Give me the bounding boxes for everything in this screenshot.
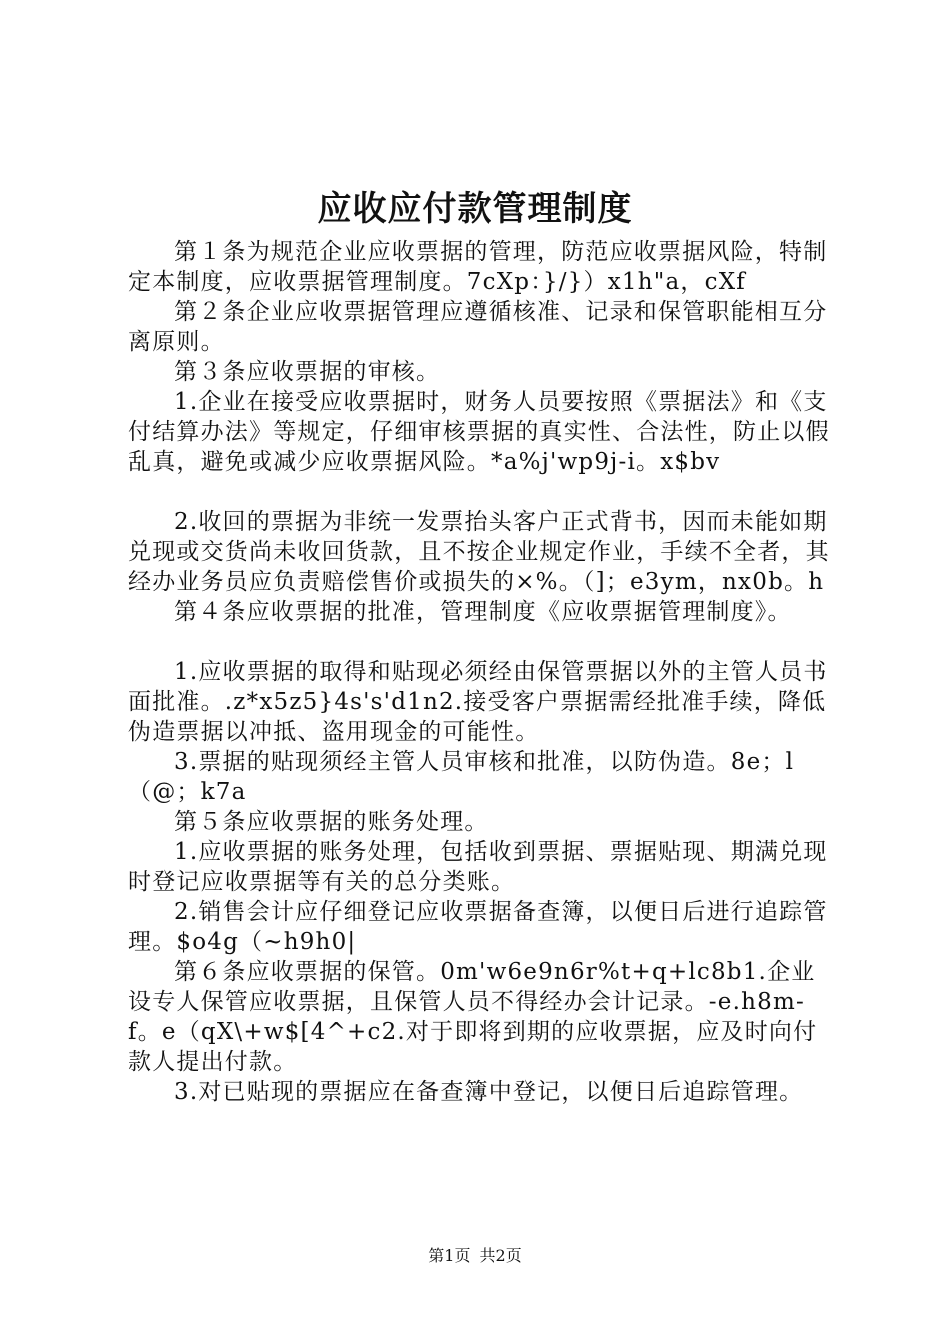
- page-footer: [0, 1245, 950, 1267]
- paragraph-article-3-item-2: 2.收回的票据为非统一发票抬头客户正式背书，因而未能如期兑现或交货尚未收回货款，且不按企业规定作业，手续不全者，其经办业务员应负责赔偿售价或损失的×%。（]；e3ym，nx0b。h: [128, 509, 830, 595]
- paragraph-article-5-item-2: 2.销售会计应仔细登记应收票据备查簿，以便日后进行追踪管理。$o4g（~h9h0|: [128, 899, 828, 955]
- document-title: 应收应付款管理制度: [317, 189, 633, 229]
- paragraph-article-3-item-1: 1.企业在接受应收票据时，财务人员要按照《票据法》和《支付结算办法》等规定，仔细审核票据的真实性、合法性，防止以假乱真，避免或减少应收票据风险。*a%j'wp9j-i。x$bv: [128, 389, 830, 475]
- document-body: [128, 237, 832, 1107]
- paragraph-article-2: 第２条企业应收票据管理应遵循核准、记录和保管职能相互分离原则。: [128, 299, 828, 355]
- paragraph-article-1: 第１条为规范企业应收票据的管理，防范应收票据风险，特制定本制度，应收票据管理制度。7cXp：}/}）x1h"a，cXf: [128, 239, 828, 295]
- page-total: 共2页: [479, 1246, 522, 1265]
- paragraph-article-4-item-3: 3.票据的贴现须经主管人员审核和批准，以防伪造。8e；l（@；k7a: [128, 749, 795, 805]
- paragraph-article-6-item-3: 3.对已贴现的票据应在备查簿中登记，以便日后追踪管理。: [174, 1079, 804, 1105]
- paragraph-article-4-item-1: 1.应收票据的取得和贴现必须经由保管票据以外的主管人员书面批准。.z*x5z5}4s's'd1n2.接受客户票据需经批准手续，降低伪造票据以冲抵、盗用现金的可能性。: [128, 659, 828, 745]
- paragraph-article-5: 第５条应收票据的账务处理。: [174, 809, 489, 835]
- paragraph-article-5-item-1: 1.应收票据的账务处理，包括收到票据、票据贴现、期满兑现时登记应收票据等有关的总分类账。: [128, 839, 828, 895]
- paragraph-article-3: 第３条应收票据的审核。: [174, 359, 441, 385]
- paragraph-article-4: 第４条应收票据的批准，管理制度《应收票据管理制度》。: [174, 599, 792, 625]
- paragraph-article-6: 第６条应收票据的保管。0m'w6e9n6r%t+q+lc8b1.企业设专人保管应收票据，且保管人员不得经办会计记录。-e.h8m-f。e（qX\+w$[4^+c2.对于即将到期的应收票据，应及时向付款人提出付款。: [128, 959, 818, 1075]
- page-number: 第1页: [428, 1246, 471, 1265]
